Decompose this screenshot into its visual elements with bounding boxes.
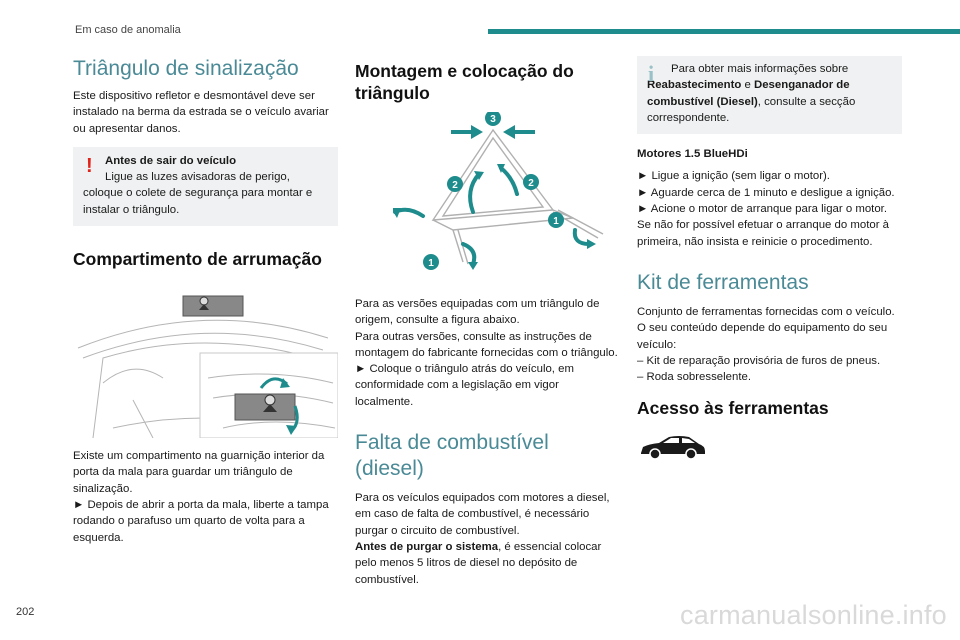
callout-label: 1 (428, 258, 434, 269)
storage-text-1: Existe um compartimento na guarnição interior da porta da mala para guardar um triângulo de sinalização. (73, 450, 325, 495)
running-header: Em caso de anomalia (75, 24, 181, 36)
callout-label: 2 (528, 178, 534, 189)
step-1: ► Ligue a ignição (sem ligar o motor). (637, 170, 830, 183)
steps-note: Se não for possível efetuar o arranque do motor à primeira, não insista e reinicie o procedimento. (637, 219, 890, 248)
warning-title: Antes de sair do veículo (105, 154, 237, 167)
assembly-title: Montagem e colocação do triângulo (355, 61, 574, 103)
triangle-title: Triângulo de sinalização (73, 57, 299, 80)
info-text (647, 61, 894, 126)
info-pre: Para obter mais informações sobre (671, 63, 849, 75)
storage-title: Compartimento de arrumação (73, 249, 322, 270)
watermark: carmanualsonline.info (680, 600, 947, 630)
storage-illustration (73, 288, 338, 438)
toolkit-text: Conjunto de ferramentas fornecidas com o veículo. O seu conteúdo depende do equipamento do seu veículo: (637, 305, 895, 351)
info-box (637, 56, 902, 134)
storage-text-2: ► Depois de abrir a porta da mala, liberte a tampa rodando o parafuso um quarto de volta para a esquerda. (73, 498, 329, 544)
callout-label: 1 (553, 216, 559, 227)
column-1 (73, 56, 338, 546)
info-bold-1: Reabastecimento (647, 79, 742, 92)
page-number: 202 (16, 606, 35, 618)
fuel-p2-rest: , é essencial colocar pelo menos 5 litros de diesel no depósito de combustível. (355, 540, 602, 586)
fuel-title: Falta de combustível (diesel) (355, 431, 549, 481)
fuel-p1: Para os veículos equipados com motores a diesel, em caso de falta de combustível, é necessário purgar o circuito de combustível. (355, 492, 610, 537)
info-i-icon: i (648, 61, 655, 86)
info-post: , consulte a secção correspondente. (647, 95, 856, 124)
column-2 (355, 56, 620, 588)
warning-box (73, 147, 338, 226)
triangle-illustration (355, 112, 620, 284)
warning-text: Ligue as luzes avisadoras de perigo, coloque o colete de segurança para montar e instalar o triângulo. (83, 171, 313, 216)
warning-exclamation-icon: ! (86, 154, 93, 177)
toolkit-item: – Kit de reparação provisória de furos de pneus. (637, 354, 881, 367)
access-title: Acesso às ferramentas (637, 398, 829, 419)
callout-label: 2 (452, 180, 458, 191)
assembly-p1: Para as versões equipadas com um triângulo de origem, consulte a figura abaixo. (355, 298, 600, 327)
fuel-p2-bold: Antes de purgar o sistema (355, 540, 499, 553)
car-silhouette-icon (637, 433, 902, 461)
info-bold-2: Desenganador de combustível (Diesel) (647, 79, 850, 108)
fuel-p2 (355, 539, 620, 588)
callout-label: 3 (490, 114, 496, 125)
engine-title: Motores 1.5 BlueHDi (637, 148, 748, 161)
column-3 (637, 56, 902, 461)
header-accent-bar (488, 29, 960, 34)
step-3: ► Acione o motor de arranque para ligar o motor. (637, 203, 887, 216)
assembly-p2: Para outras versões, consulte as instruções de montagem do fabricante fornecidas com o triângulo. (355, 330, 618, 359)
toolkit-item: – Roda sobresselente. (637, 371, 751, 384)
step-2: ► Aguarde cerca de 1 minuto e desligue a ignição. (637, 186, 895, 199)
assembly-p3: ► Coloque o triângulo atrás do veículo, em conformidade com a legislação em vigor localmente. (355, 363, 574, 408)
triangle-intro: Este dispositivo refletor e desmontável deve ser instalado na berma da estrada se o veículo avariar ou apresentar danos. (73, 90, 329, 135)
toolkit-title: Kit de ferramentas (637, 270, 809, 294)
info-mid: e (741, 79, 754, 92)
